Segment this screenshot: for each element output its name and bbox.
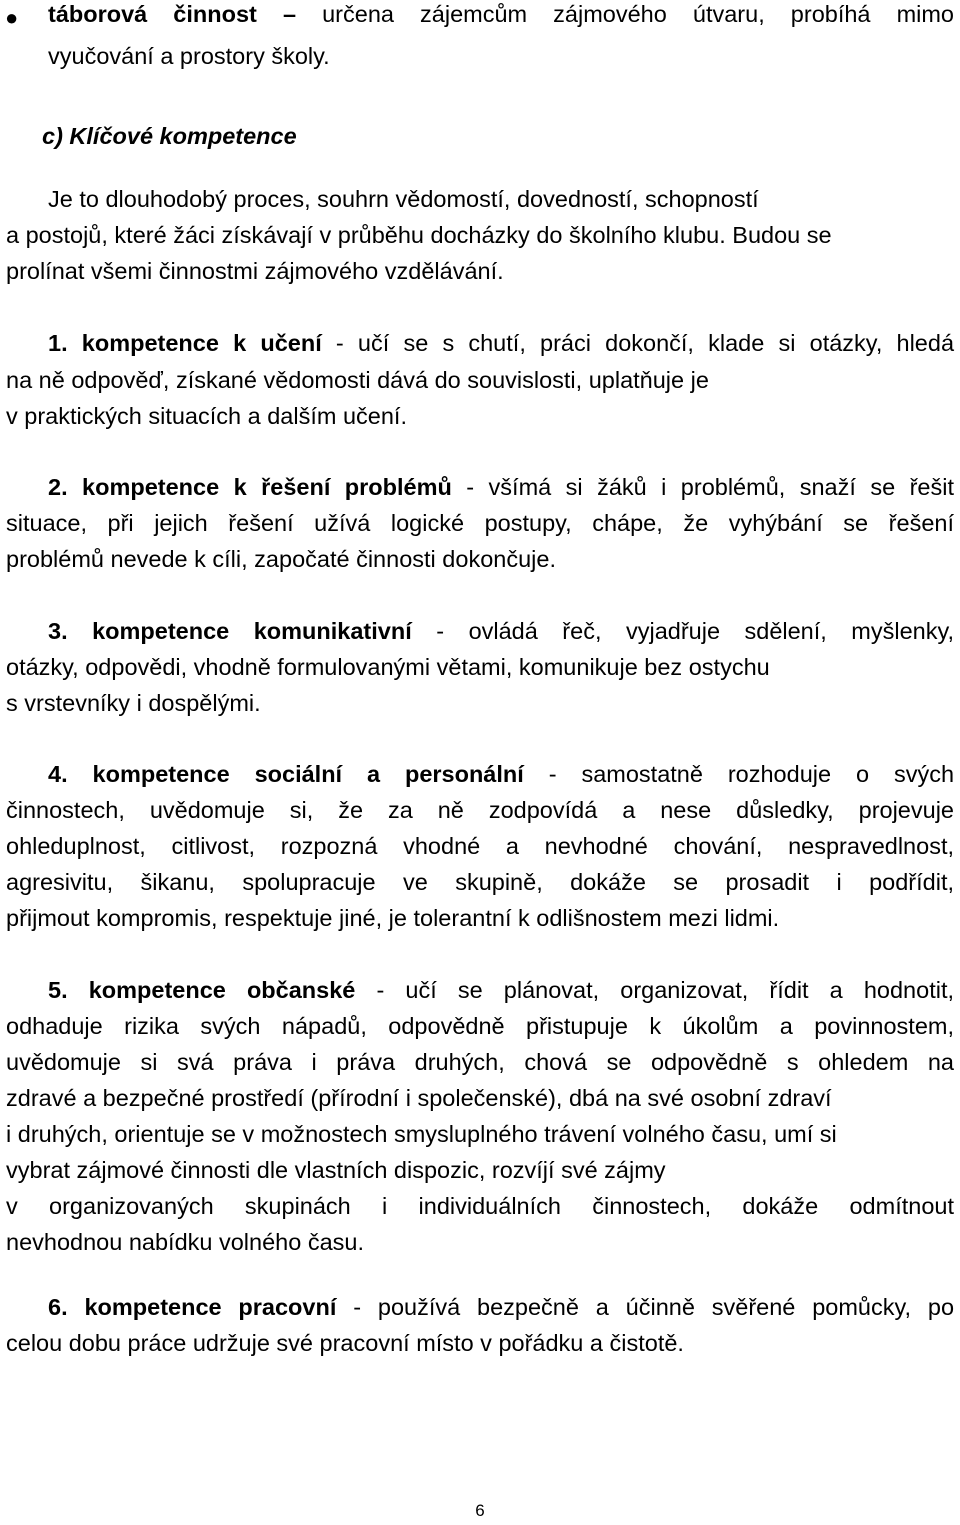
competence-6-desc: - používá bezpečně a účinně svěřené pomůcky, po [353, 1294, 955, 1320]
competence-3-line-2: otázky, odpovědi, vhodně formulovanými větami, komunikuje bez ostychu [6, 654, 770, 680]
competence-2-desc: - všímá si žáků i problémů, snaží se řešit [466, 474, 954, 500]
intro-line-2: a postojů, které žáci získávají v průběhu docházky do školního klubu. Budou se [6, 222, 832, 248]
competence-1-line-2: na ně odpověď, získané vědomosti dává do souvislosti, uplatňuje je [6, 367, 709, 393]
competence-6-line-2: celou dobu práce udržuje své pracovní místo v pořádku a čistotě. [6, 1330, 684, 1356]
competence-5-title: kompetence občanské [88, 977, 356, 1003]
competence-6-number: 6. [48, 1294, 68, 1320]
competence-5-line-1 [48, 976, 954, 1004]
competence-5-line-2: odhaduje rizika svých nápadů, odpovědně přistupuje k úkolům a povinnostem, [6, 1013, 954, 1039]
competence-1-desc: - učí se s chutí, práci dokončí, klade si otázky, hledá [335, 330, 955, 356]
competence-1-number: 1. [48, 330, 68, 356]
competence-5-number: 5. [48, 977, 68, 1003]
competence-5-line-5: i druhých, orientuje se v možnostech smysluplného trávení volného času, umí si [6, 1121, 837, 1147]
intro-line-1: Je to dlouhodobý proces, souhrn vědomostí, dovedností, schopností [48, 186, 759, 212]
bullet-item-line-1 [48, 0, 954, 28]
bullet-dash: – [282, 1, 297, 27]
bullet-item-line-2: vyučování a prostory školy. [48, 43, 330, 69]
competence-1-title: kompetence k učení [81, 330, 322, 356]
bullet-term: táborová činnost [48, 1, 257, 27]
competence-6-line-1 [48, 1293, 954, 1321]
competence-4-title: kompetence sociální a personální [92, 761, 524, 787]
intro-line-3: prolínat všemi činnostmi zájmového vzdělávání. [6, 258, 504, 284]
bullet-icon: ● [5, 5, 19, 30]
competence-2-number: 2. [48, 474, 68, 500]
competence-5-line-7: v organizovaných skupinách i individuálních činnostech, dokáže odmítnout [6, 1193, 954, 1219]
competence-3-line-3: s vrstevníky i dospělými. [6, 690, 261, 716]
competence-2-line-2: situace, při jejich řešení užívá logické postupy, chápe, že vyhýbání se řešení [6, 510, 954, 536]
competence-5-desc: - učí se plánovat, organizovat, řídit a hodnotit, [376, 977, 955, 1003]
competence-2-line-3: problémů nevede k cíli, započaté činnosti dokončuje. [6, 546, 556, 572]
competence-5-line-4: zdravé a bezpečné prostředí (přírodní i společenské), dbá na své osobní zdraví [6, 1085, 832, 1111]
competence-3-desc: - ovládá řeč, vyjadřuje sdělení, myšlenky, [436, 618, 955, 644]
competence-1-line-3: v praktických situacích a dalším učení. [6, 403, 407, 429]
competence-4-line-5: přijmout kompromis, respektuje jiné, je tolerantní k odlišnostem mezi lidmi. [6, 905, 780, 931]
competence-5-line-8: nevhodnou nabídku volného času. [6, 1229, 365, 1255]
competence-4-line-4: agresivitu, šikanu, spolupracuje ve skupině, dokáže se prosadit i podřídit, [6, 869, 954, 895]
competence-1-line-1 [48, 329, 954, 357]
competence-4-line-2: činnostech, uvědomuje si, že za ně zodpovídá a nese důsledky, projevuje [6, 797, 954, 823]
page-number: 6 [475, 1501, 485, 1520]
competence-3-number: 3. [48, 618, 68, 644]
competence-4-number: 4. [48, 761, 68, 787]
competence-5-line-6: vybrat zájmové činnosti dle vlastních dispozic, rozvíjí své zájmy [6, 1157, 666, 1183]
competence-5-line-3: uvědomuje si svá práva i práva druhých, chová se odpovědně s ohledem na [6, 1049, 954, 1075]
section-heading: c) Klíčové kompetence [42, 123, 297, 149]
competence-3-title: kompetence komunikativní [92, 618, 412, 644]
competence-4-line-1 [48, 760, 954, 788]
competence-4-line-3: ohleduplnost, citlivost, rozpozná vhodné a nevhodné chování, nespravedlnost, [6, 833, 954, 859]
competence-2-title: kompetence k řešení problémů [82, 474, 452, 500]
competence-4-desc: - samostatně rozhoduje o svých [548, 761, 955, 787]
bullet-description: určena zájemcům zájmového útvaru, probíhá mimo [322, 1, 955, 27]
competence-6-title: kompetence pracovní [84, 1294, 337, 1320]
competence-3-line-1 [48, 617, 954, 645]
competence-2-line-1 [48, 473, 954, 501]
